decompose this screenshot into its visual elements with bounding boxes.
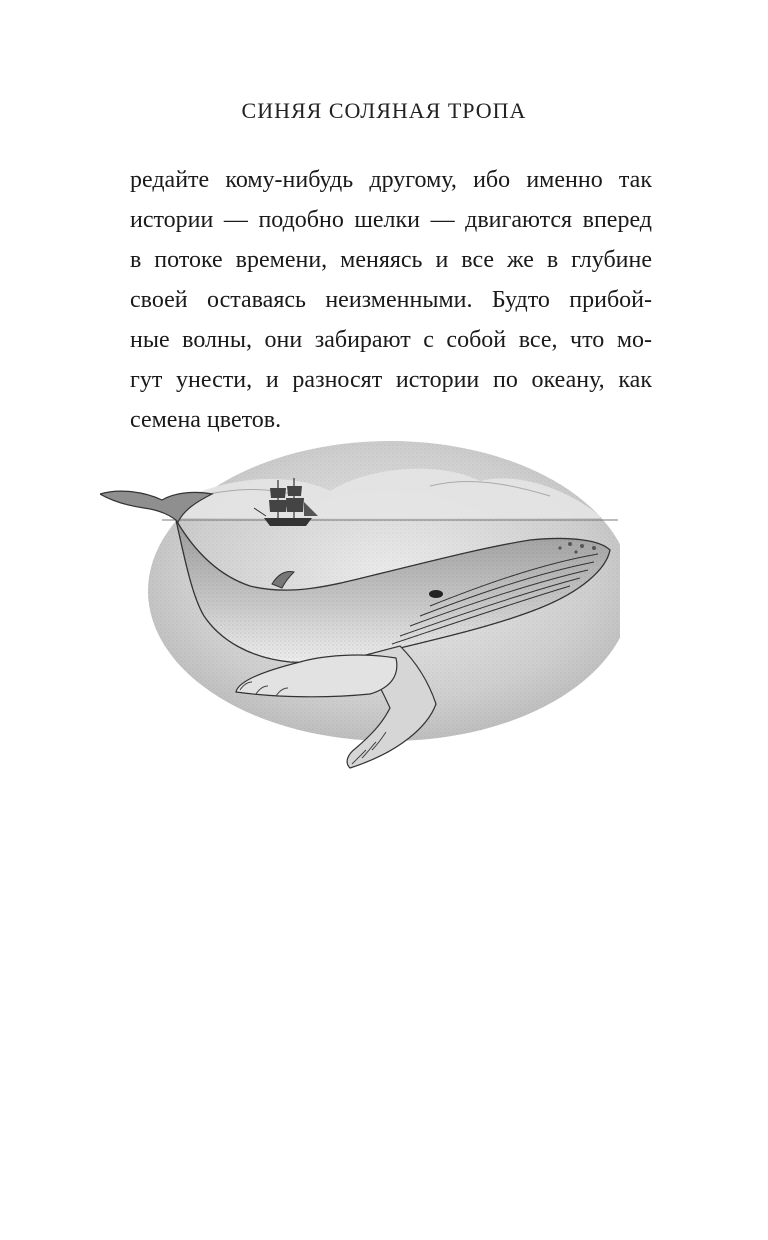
text-line: своей оставаясь неизменными. Будто прибой-	[130, 287, 652, 313]
body-text	[130, 160, 652, 440]
text-line: в потоке времени, меняясь и все же в глубине	[130, 247, 652, 273]
text-line: редайте кому-нибудь другому, ибо именно так	[130, 167, 652, 193]
text-line: семена цветов.	[130, 407, 282, 433]
text-line: гут унести, и разносят истории по океану, как	[130, 367, 652, 393]
text-line: ные волны, они забирают с собой все, что мо-	[130, 327, 652, 353]
whale-eye	[429, 590, 443, 598]
text-line: истории — подобно шелки — двигаются вперед	[130, 207, 652, 233]
whale-illustration	[100, 436, 620, 776]
running-head: СИНЯЯ СОЛЯНАЯ ТРОПА	[241, 98, 527, 123]
